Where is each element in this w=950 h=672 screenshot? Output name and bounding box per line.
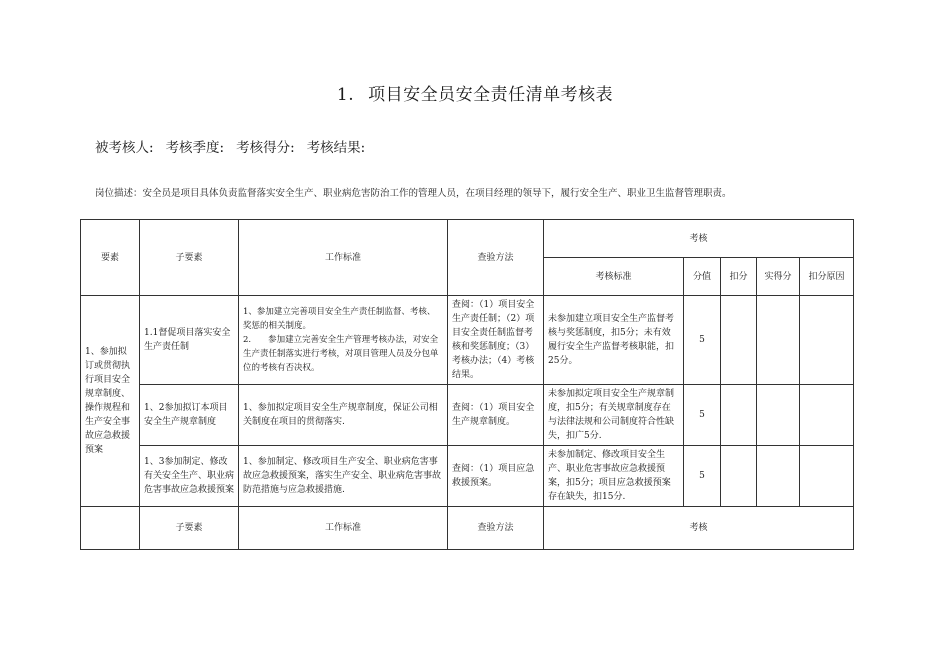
check-method-cell: 查阅：（1）项目安全生产规章制度。 (448, 385, 544, 446)
check-method-cell: 查阅：（1）项目安全生产责任制；（2）项目安全责任制监督考核和奖惩制度；（3）考核办法；（4）考核结果。 (448, 296, 544, 385)
repeat-header-check-method: 查验方法 (448, 507, 544, 550)
assessment-table (80, 219, 854, 550)
actual-score-cell[interactable] (757, 296, 800, 385)
repeat-header-work-standard: 工作标准 (239, 507, 448, 550)
repeat-header-assessment: 考核 (544, 507, 854, 550)
assessment-standard-cell: 未参加制定、修改项目安全生产、职业危害事故应急救援预案，扣5分；项目应急救援预案存在缺失，扣15分. (544, 446, 684, 507)
score-label: 考核得分: (236, 140, 295, 156)
deduction-cell[interactable] (721, 385, 757, 446)
result-label: 考核结果: (306, 140, 366, 156)
assessment-standard-cell: 未参加拟定项目安全生产规章制度，扣5分；有关规章制度存在与法律法规和公司制度符合性缺失，扣广5分. (544, 385, 684, 446)
assessee-label: 被考核人: (95, 140, 154, 156)
element-cell: 1、参加拟订或贯彻执行项目安全规章制度、操作规程和生产安全事故应急救援预案 (81, 296, 140, 507)
header-assessment: 考核 (544, 220, 854, 258)
header-sub-element: 子要素 (140, 220, 239, 296)
header-deduction-reason: 扣分原因 (800, 258, 854, 296)
evaluation-line (95, 136, 377, 156)
position-description: 岗位描述：安全员是项目具体负责监督落实安全生产、职业病危害防治工作的管理人员，在项目经理的领导下，履行安全生产、职业卫生监督管理职责。 (95, 188, 732, 199)
repeat-header-row (81, 507, 854, 550)
repeat-header-sub-element: 子要素 (140, 507, 239, 550)
deduction-cell[interactable] (721, 296, 757, 385)
repeat-header-element (81, 507, 140, 550)
header-deduction: 扣分 (721, 258, 757, 296)
assessment-standard-cell: 未参加建立项目安全生产监督考核与奖惩制度，扣5分；未有效履行安全生产监督考核职能，扣25分。 (544, 296, 684, 385)
season-label: 考核季度: (165, 140, 225, 156)
points-cell: 5 (684, 296, 721, 385)
points-cell: 5 (684, 446, 721, 507)
page-title (0, 80, 950, 105)
deduction-reason-cell[interactable] (800, 446, 854, 507)
work-standard-cell: 1、参加制定、修改项目生产安全、职业病危害事故应急救援预案，落实生产安全、职业病危害事故防范措施与应急救援措施. (239, 446, 448, 507)
deduction-cell[interactable] (721, 446, 757, 507)
title-text: 项目安全员安全责任清单考核表 (368, 85, 614, 105)
header-actual-score: 实得分 (757, 258, 800, 296)
title-number: 1. (336, 85, 355, 105)
points-cell: 5 (684, 385, 721, 446)
header-element: 要素 (81, 220, 140, 296)
check-method-cell: 查阅：（1）项目应急救援预案。 (448, 446, 544, 507)
header-points: 分值 (684, 258, 721, 296)
actual-score-cell[interactable] (757, 446, 800, 507)
sub-element-cell: 1、3参加制定、修改有关安全生产、职业病危害事故应急救援预案 (140, 446, 239, 507)
table-row (81, 385, 854, 446)
header-row-1 (81, 220, 854, 258)
actual-score-cell[interactable] (757, 385, 800, 446)
sub-element-cell: 1.1督促项目落实安全生产责任制 (140, 296, 239, 385)
table-row (81, 296, 854, 385)
deduction-reason-cell[interactable] (800, 296, 854, 385)
table-row (81, 446, 854, 507)
work-standard-cell: 1、参加建立完善项目安全生产责任制监督、考核、奖惩的相关制度。 2. 参加建立完善安全生产管理考核办法，对安全生产责任制落实进行考核，对项目管理人员及分包单位的考核有否决权。 (239, 296, 448, 385)
deduction-reason-cell[interactable] (800, 385, 854, 446)
header-assessment-standard: 考核标准 (544, 258, 684, 296)
header-work-standard: 工作标准 (239, 220, 448, 296)
sub-element-cell: 1、2参加拟订本项目安全生产规章制度 (140, 385, 239, 446)
header-check-method: 查验方法 (448, 220, 544, 296)
work-standard-cell: 1、参加拟定项目安全生产规章制度，保证公司相关制度在项目的贯彻落实. (239, 385, 448, 446)
